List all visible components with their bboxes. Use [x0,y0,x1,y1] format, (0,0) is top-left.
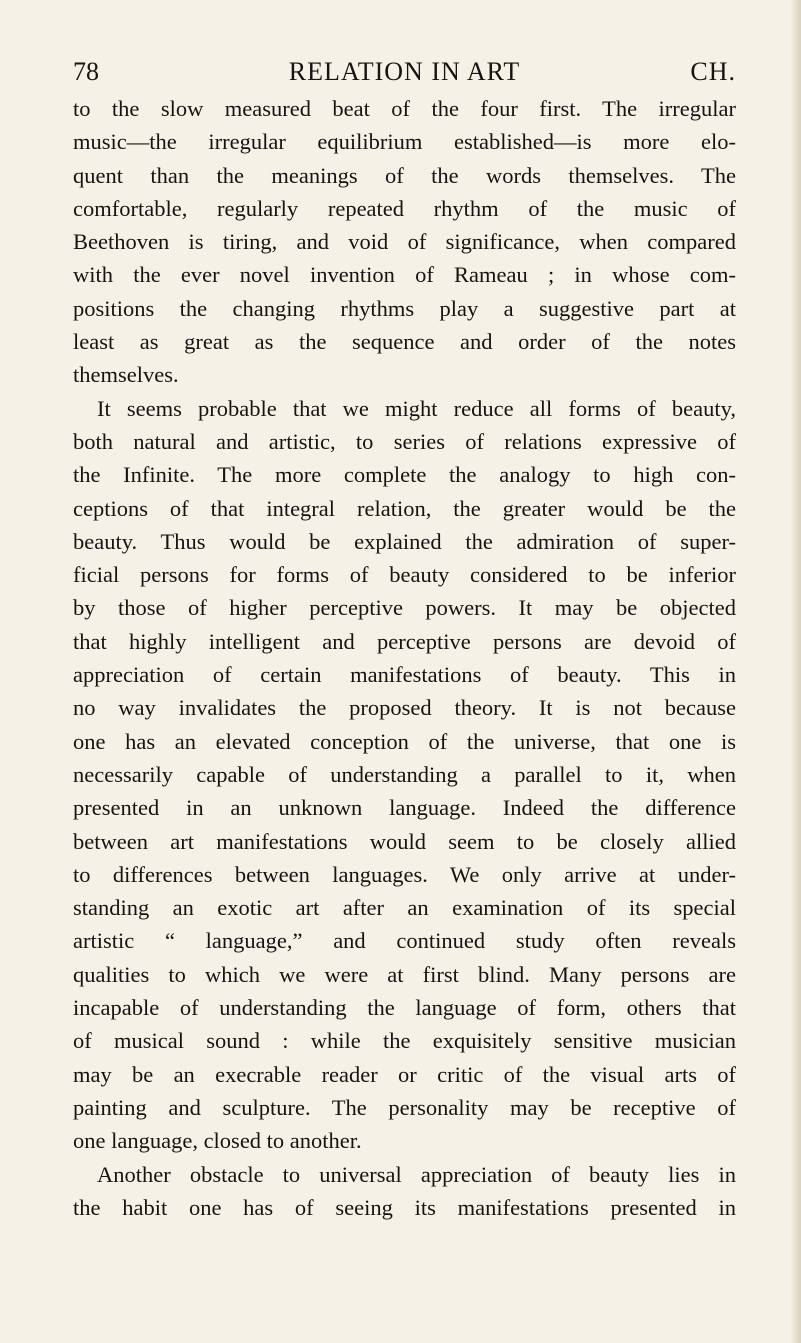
text-line: ficial persons for forms of beauty considered to be inferior [73,562,736,588]
text-line: ceptions of that integral relation, the greater would be the [73,495,736,521]
text-line: appreciation of certain manifestations of beauty. This in [73,662,736,688]
chapter-abbrev: CH. [690,57,736,86]
text-line: both natural and artistic, to series of relations expressive of [73,428,736,454]
page-edge [791,0,801,1343]
text-line: by those of higher perceptive powers. It may be objected [73,595,736,621]
text-line: artistic “ language,” and continued study often reveals [73,928,736,954]
text-line: necessarily capable of understanding a parallel to it, when [73,761,736,787]
paragraph-start-line: It seems probable that we might reduce all forms of beauty, [97,395,736,421]
running-title: RELATION IN ART [288,57,521,86]
text-line: the Infinite. The more complete the analogy to high con- [73,462,736,488]
text-line: to differences between languages. We only arrive at under- [73,861,736,887]
text-line: positions the changing rhythms play a suggestive part at [73,295,736,321]
text-line: presented in an unknown language. Indeed the difference [73,795,736,821]
text-line: may be an execrable reader or critic of the visual arts of [73,1061,736,1087]
text-line: beauty. Thus would be explained the admiration of super- [73,528,736,554]
text-line: that highly intelligent and perceptive persons are devoid of [73,628,736,654]
text-line: of musical sound : while the exquisitely sensitive musician [73,1028,736,1054]
text-line: incapable of understanding the language of form, others that [73,995,736,1021]
text-line: quent than the meanings of the words themselves. The [73,162,736,188]
text-line: qualities to which we were at first blind. Many persons are [73,961,736,987]
text-line: no way invalidates the proposed theory. It is not because [73,695,736,721]
text-line: Beethoven is tiring, and void of significance, when compared [73,229,736,255]
text-line: one has an elevated conception of the universe, that one is [73,728,736,754]
page-number: 78 [73,57,99,86]
text-line: the habit one has of seeing its manifestations presented in [73,1194,736,1220]
paragraph-end-line: themselves. [73,362,179,388]
text-line: to the slow measured beat of the four first. The irregular [73,96,736,121]
body-text [73,92,736,1224]
text-line: least as great as the sequence and order of the notes [73,329,736,355]
paragraph-end-line: one language, closed to another. [73,1128,362,1154]
text-line: comfortable, regularly repeated rhythm of the music of [73,195,736,221]
text-line: music—the irregular equilibrium established—is more elo- [73,129,736,155]
text-line: standing an exotic art after an examination of its special [73,895,736,921]
paragraph-start-line: Another obstacle to universal appreciation of beauty lies in [97,1161,736,1187]
text-line: with the ever novel invention of Rameau ; in whose com- [73,262,736,288]
text-line: painting and sculpture. The personality may be receptive of [73,1094,736,1120]
page-header [73,52,736,92]
text-line: between art manifestations would seem to be closely allied [73,828,736,854]
